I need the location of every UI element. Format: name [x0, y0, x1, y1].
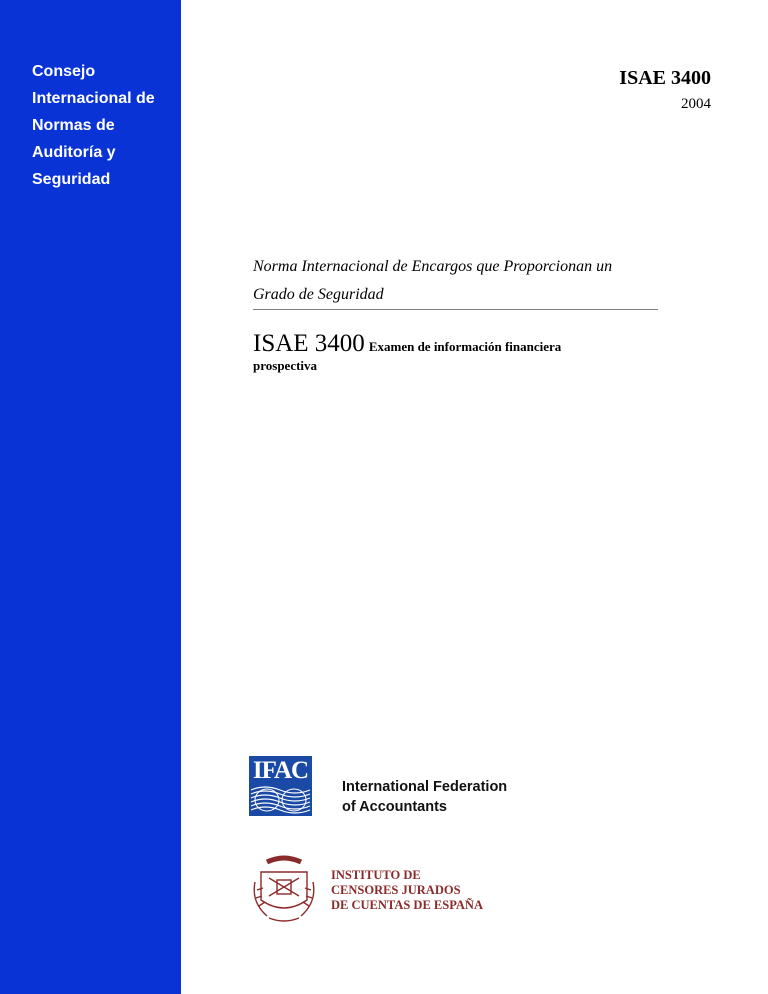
organization-name-line: Seguridad: [32, 171, 111, 188]
document-code-block: [619, 66, 711, 114]
standard-title: [253, 330, 673, 374]
icjce-name: [331, 868, 483, 913]
standard-title-text-continued: prospectiva: [253, 358, 318, 373]
document-code: ISAE 3400: [619, 67, 711, 89]
series-title-line: Norma Internacional de Encargos que Proporcionan un: [253, 258, 613, 275]
ifac-name-line: of Accountants: [342, 799, 447, 815]
standard-code: ISAE 3400: [253, 330, 365, 357]
ifac-name-line: International Federation: [342, 779, 508, 795]
organization-name: [32, 58, 177, 193]
ifac-name: [342, 777, 507, 817]
title-divider: [253, 309, 658, 310]
standard-title-text: Examen de información financiera: [368, 339, 562, 354]
organization-name-line: Auditoría y: [32, 144, 116, 161]
ifac-logo-letters: IFAC: [252, 757, 309, 784]
icjce-name-line: CENSORES JURADOS: [331, 883, 461, 897]
organization-name-line: Internacional de: [32, 90, 155, 107]
icjce-name-line: INSTITUTO DE: [331, 868, 421, 882]
document-year: 2004: [681, 96, 711, 112]
ifac-logo: [249, 756, 312, 816]
series-title-line: Grado de Seguridad: [253, 286, 384, 303]
icjce-name-line: DE CUENTAS DE ESPAÑA: [331, 898, 483, 912]
sidebar-band: [0, 0, 181, 994]
icjce-seal-icon: [247, 852, 321, 926]
globe-waves-icon: [249, 786, 312, 816]
organization-name-line: Consejo: [32, 63, 96, 80]
organization-name-line: Normas de: [32, 117, 115, 134]
series-title: [253, 253, 658, 309]
